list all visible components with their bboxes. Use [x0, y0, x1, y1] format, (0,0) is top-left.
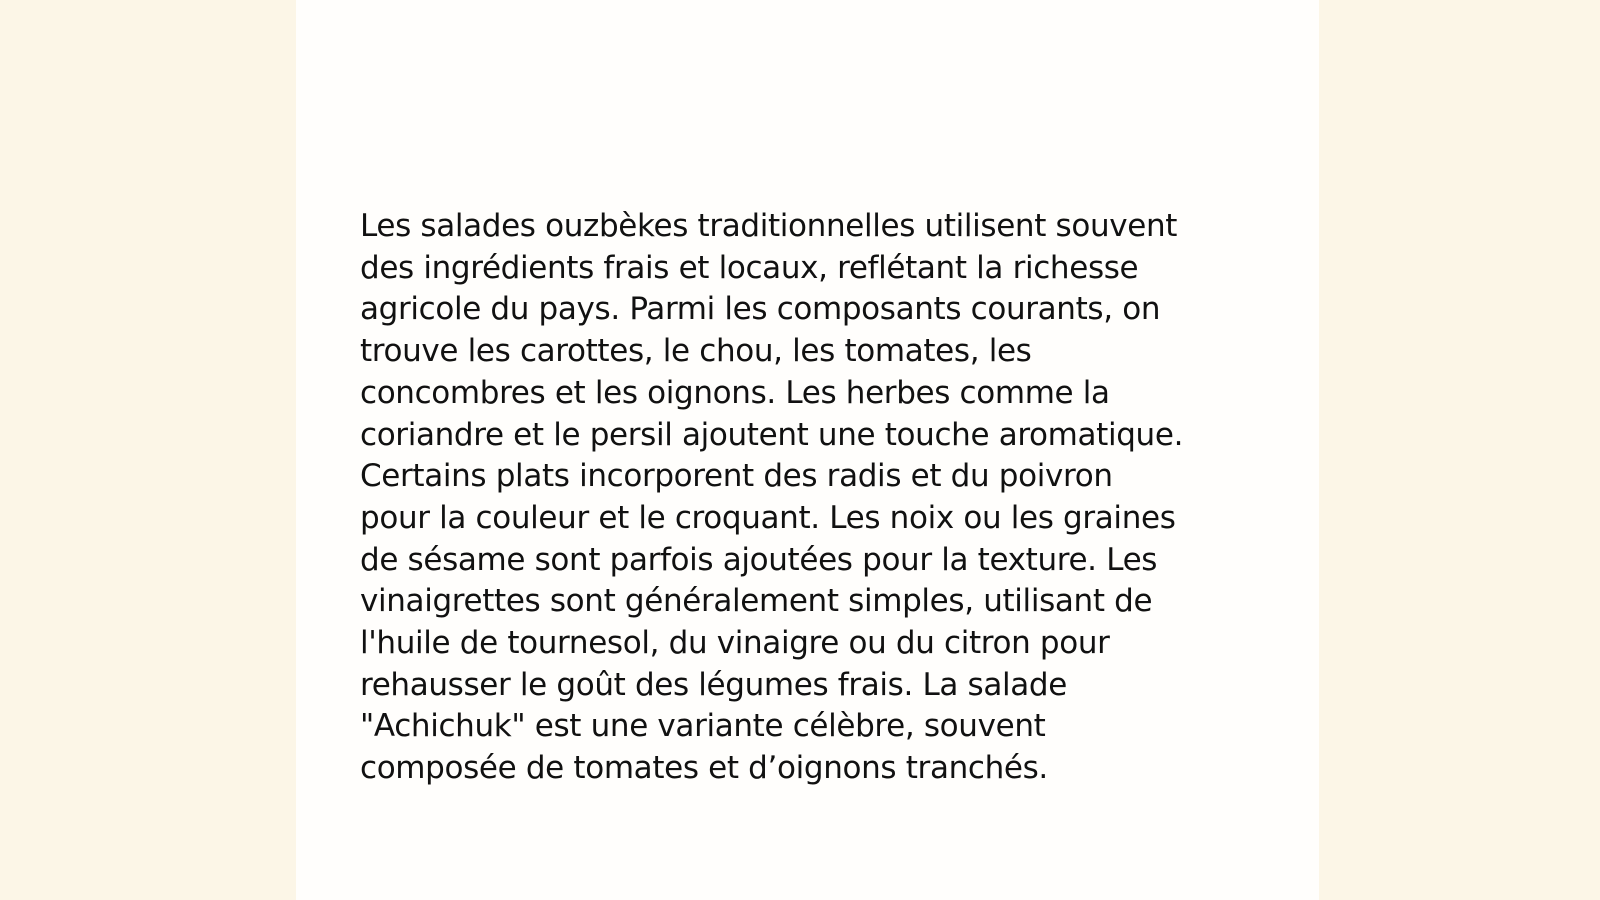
- document-content: [360, 206, 1260, 790]
- paragraph-line: coriandre et le persil ajoutent une touche aromatique.: [360, 416, 1184, 453]
- body-paragraph: [360, 206, 1260, 790]
- paragraph-line: rehausser le goût des légumes frais. La salade: [360, 666, 1067, 703]
- paragraph-line: concombres et les oignons. Les herbes comme la: [360, 374, 1110, 411]
- document-page: [296, 0, 1319, 900]
- paragraph-line: agricole du pays. Parmi les composants courants, on: [360, 291, 1161, 328]
- paragraph-line: pour la couleur et le croquant. Les noix ou les graines: [360, 499, 1176, 536]
- paragraph-line: l'huile de tournesol, du vinaigre ou du citron pour: [360, 625, 1110, 662]
- paragraph-line: de sésame sont parfois ajoutées pour la texture. Les: [360, 541, 1158, 578]
- paragraph-line: vinaigrettes sont généralement simples, utilisant de: [360, 583, 1153, 620]
- paragraph-line: "Achichuk" est une variante célèbre, souvent: [360, 708, 1046, 745]
- paragraph-line: Les salades ouzbèkes traditionnelles utilisent souvent: [360, 208, 1178, 244]
- paragraph-line: composée de tomates et d’oignons tranchés.: [360, 750, 1048, 787]
- paragraph-line: Certains plats incorporent des radis et du poivron: [360, 458, 1113, 495]
- paragraph-line: des ingrédients frais et locaux, reflétant la richesse: [360, 249, 1139, 286]
- paragraph-line: trouve les carottes, le chou, les tomates, les: [360, 333, 1032, 370]
